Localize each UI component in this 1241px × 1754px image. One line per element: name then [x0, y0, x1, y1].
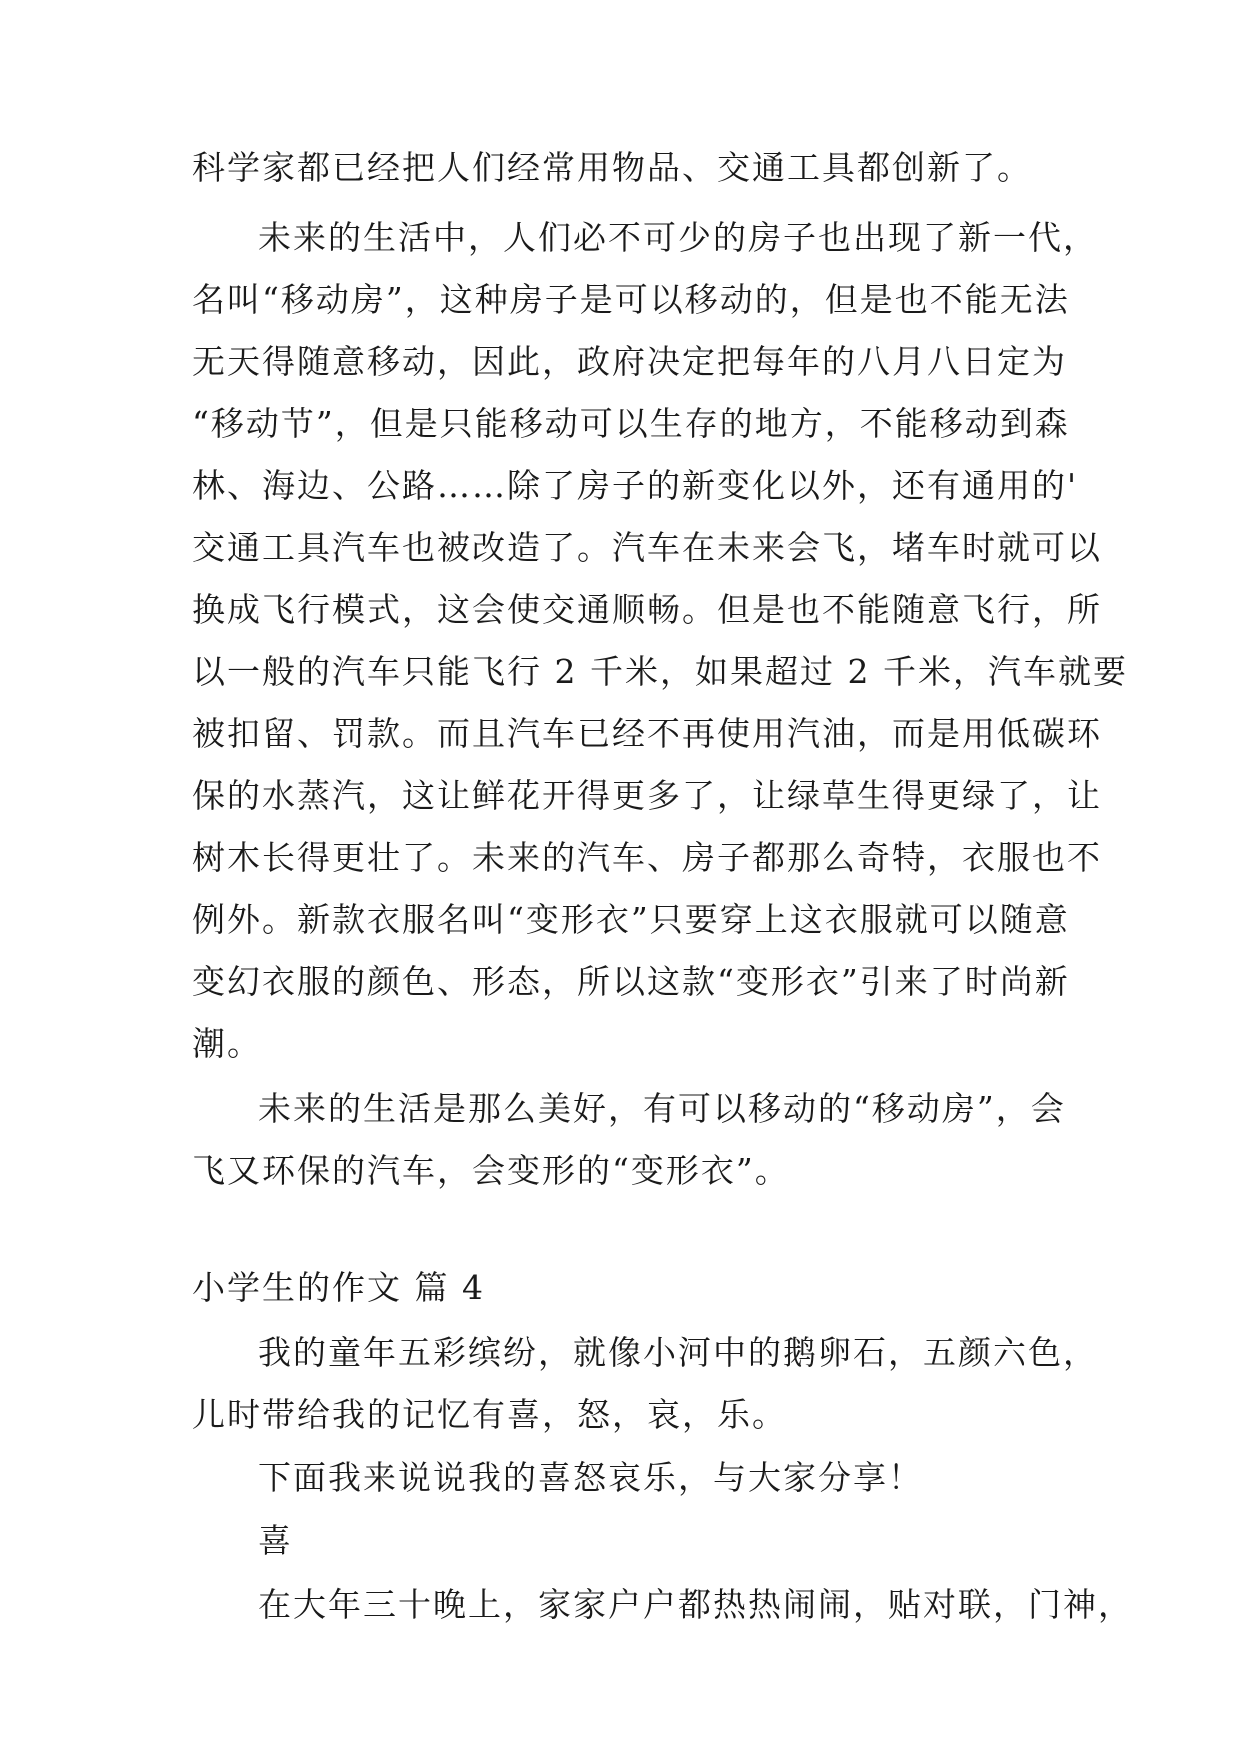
text-line: 保的水蒸汽，这让鲜花开得更多了，让绿草生得更绿了，让 [192, 776, 1102, 815]
text-line: 变幻衣服的颜色、形态，所以这款“变形衣”引来了时尚新 [192, 962, 1070, 1001]
text-line: 例外。新款衣服名叫“变形衣”只要穿上这衣服就可以随意 [192, 900, 1070, 939]
text-line: 在大年三十晚上，家家户户都热热闹闹，贴对联，门神， [258, 1585, 1133, 1624]
text-line: 换成飞行模式，这会使交通顺畅。但是也不能随意飞行，所 [192, 590, 1102, 629]
text-line: 被扣留、罚款。而且汽车已经不再使用汽油，而是用低碳环 [192, 714, 1102, 753]
text-line: 飞又环保的汽车，会变形的“变形衣”。 [192, 1151, 790, 1190]
section-heading: 小学生的作文 篇 4 [192, 1268, 485, 1307]
text-line: 树木长得更壮了。未来的汽车、房子都那么奇特，衣服也不 [192, 838, 1102, 877]
text-line: 未来的生活是那么美好，有可以移动的“移动房”，会 [258, 1089, 1066, 1128]
text-line: 无天得随意移动，因此，政府决定把每年的八月八日定为 [192, 342, 1067, 381]
text-line: 交通工具汽车也被改造了。汽车在未来会飞，堵车时就可以 [192, 528, 1102, 567]
text-line: 下面我来说说我的喜怒哀乐，与大家分享！ [258, 1458, 923, 1497]
text-line: 科学家都已经把人们经常用物品、交通工具都创新了。 [192, 148, 1032, 187]
text-line: 林、海边、公路……除了房子的新变化以外，还有通用的' [192, 466, 1079, 505]
text-line: 潮。 [192, 1024, 262, 1063]
text-line: 我的童年五彩缤纷，就像小河中的鹅卵石，五颜六色， [258, 1333, 1098, 1372]
text-line: 以一般的汽车只能飞行 2 千米，如果超过 2 千米，汽车就要 [192, 652, 1128, 691]
text-line: 未来的生活中，人们必不可少的房子也出现了新一代， [258, 218, 1098, 257]
text-line: “移动节”，但是只能移动可以生存的地方，不能移动到森 [192, 404, 1070, 443]
text-line: 喜 [258, 1521, 293, 1560]
text-line: 名叫“移动房”，这种房子是可以移动的，但是也不能无法 [192, 280, 1070, 319]
text-line: 儿时带给我的记忆有喜，怒，哀，乐。 [192, 1395, 787, 1434]
